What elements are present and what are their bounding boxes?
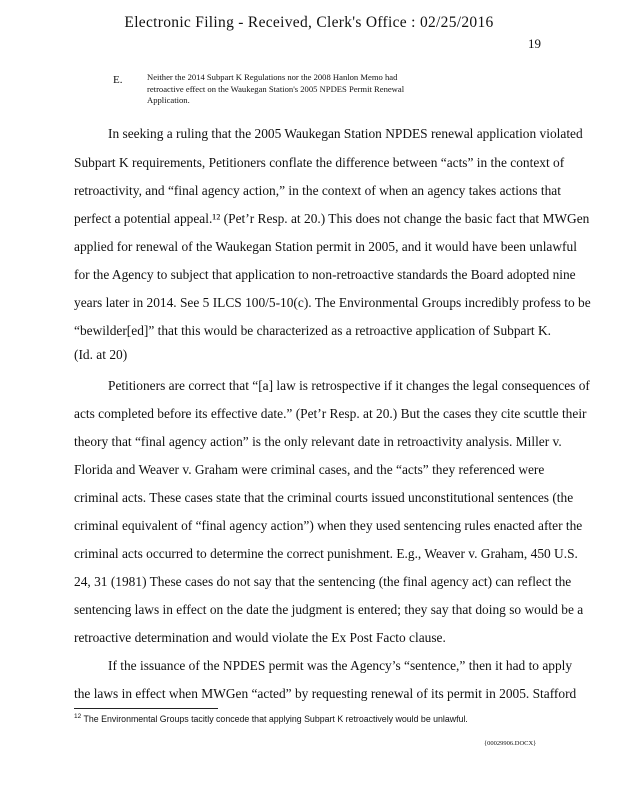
body-line: acts completed before its effective date.” (Pet’r Resp. at 20.) But the cases they cite scuttle their	[74, 406, 587, 421]
section-letter: E.	[113, 74, 123, 86]
body-line: If the issuance of the NPDES permit was the Agency’s “sentence,” then it had to apply	[108, 658, 573, 673]
body-line: Petitioners are correct that “[a] law is retrospective if it changes the legal consequences of	[108, 378, 590, 393]
body-line: for the Agency to subject that application to non-retroactive standards the Board adopted nine	[74, 267, 576, 282]
document-id: {00029906.DOCX}	[484, 740, 537, 747]
body-line: criminal acts occurred to determine the correct punishment. E.g., Weaver v. Graham, 450 U.S.	[74, 546, 578, 561]
body-line: (Id. at 20)	[74, 347, 128, 362]
body-line: years later in 2014. See 5 ILCS 100/5-10(c). The Environmental Groups incredibly profess to be	[74, 295, 591, 310]
body-line: perfect a potential appeal.¹² (Pet’r Resp. at 20.) This does not change the basic fact that MWGen	[74, 211, 590, 226]
body-line: applied for renewal of the Waukegan Station permit in 2005, and it would have been unlawful	[74, 239, 577, 254]
body-line: Florida and Weaver v. Graham were criminal cases, and the “acts” they referenced were	[74, 462, 545, 477]
footnote-divider	[74, 708, 218, 709]
body-line: the laws in effect when MWGen “acted” by requesting renewal of its permit in 2005. Stafford	[74, 686, 577, 701]
footnote-text: The Environmental Groups tacitly concede that applying Subpart K retroactively would be unlawful.	[83, 713, 468, 724]
body-line: In seeking a ruling that the 2005 Waukegan Station NPDES renewal application violated	[108, 126, 583, 141]
body-line: retroactive determination and would violate the Ex Post Facto clause.	[74, 630, 446, 645]
page-number: 19	[528, 36, 541, 51]
body-line: theory that “final agency action” is the only relevant date in retroactivity analysis. Miller v.	[74, 434, 562, 449]
body-line: criminal acts. These cases state that the criminal courts issued unconstitutional sentences (the	[74, 490, 574, 505]
body-line: criminal equivalent of “final agency action”) when they used sentencing rules enacted after the	[74, 518, 583, 533]
body-line: “bewilder[ed]” that this would be characterized as a retroactive application of Subpart K.	[74, 323, 552, 338]
section-heading-line: Neither the 2014 Subpart K Regulations nor the 2008 Hanlon Memo had	[147, 72, 398, 82]
body-line: Subpart K requirements, Petitioners conflate the difference between “acts” in the context of	[74, 155, 565, 170]
section-heading-line: retroactive effect on the Waukegan Station's 2005 NPDES Permit Renewal	[147, 83, 405, 94]
section-heading-line: Application.	[147, 95, 190, 105]
filing-stamp-header: Electronic Filing - Received, Clerk's Office : 02/25/2016	[124, 14, 494, 31]
body-line: 24, 31 (1981) These cases do not say that the sentencing (the final agency act) can reflect the	[74, 574, 572, 589]
body-line: sentencing laws in effect on the date the judgment is entered; they say that doing so would be a	[74, 602, 584, 617]
footnote	[74, 713, 468, 724]
footnote-number: 12	[74, 713, 82, 720]
body-line: retroactivity, and “final agency action,” in the context of when an agency takes actions that	[74, 183, 561, 198]
section-heading	[147, 72, 405, 107]
